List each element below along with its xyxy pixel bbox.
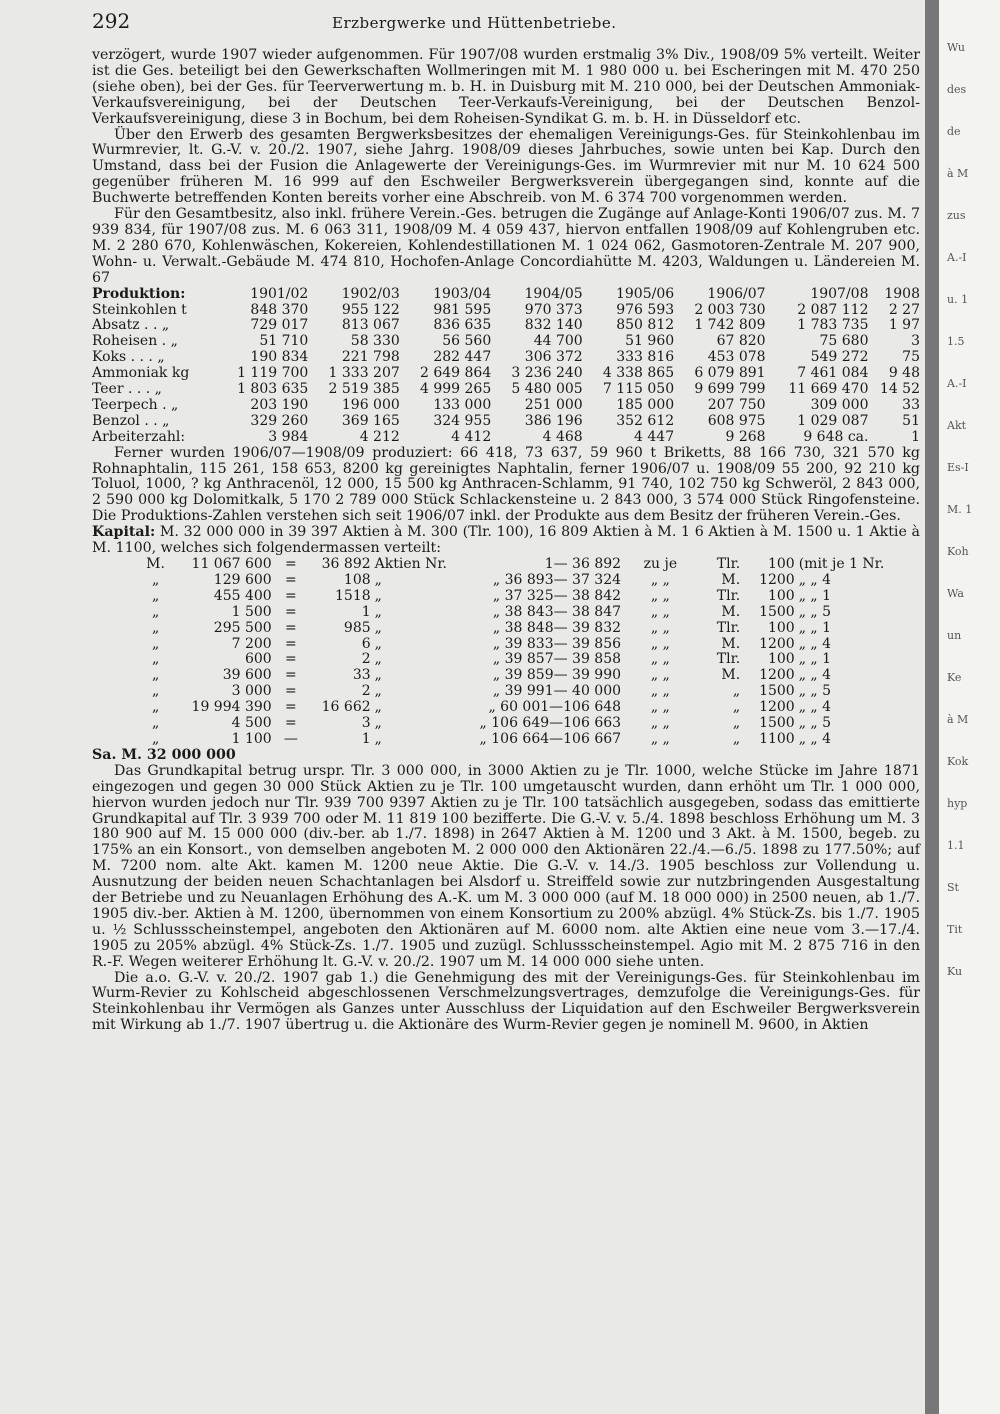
paragraph-dividends: verzögert, wurde 1907 wieder aufgenommen. Für 1907/08 wurden erstmalig 3% Div., 1908/09 5% verteilt. Weiter ist die Ges. beteiligt bei den Gewerkschaften Wollmeringen mit M. 1 980 000 u. bei Escheringen mit M. 470 250 (siehe oben), bei der Ges. für Teerverwertung m. b. H. in Duisburg mit M. 210 000, bei der Deutschen Ammoniak-Verkaufsvereinigung, bei der Deutschen Teer-Verkaufs-Vereinigung, bei der Deutschen Benzol-Verkaufsvereinigung, diese 3 in Bochum, bei dem Roheisen-Syndikat G. m. b. H. in Düsseldorf etc. — [92, 47, 920, 127]
production-cell: 976 593 — [616, 301, 675, 318]
production-cell: 203 190 — [250, 396, 309, 413]
kapital-range: „ 39 857— 39 858 — [492, 651, 622, 668]
kapital-amount: 295 500 — [213, 619, 272, 636]
production-cell: 44 700 — [533, 333, 583, 350]
year-header: 1908 — [884, 285, 920, 302]
production-cell: 33 — [902, 396, 920, 413]
kapital-nominal: 100 — [767, 587, 795, 604]
production-cell: 608 975 — [707, 412, 766, 429]
facing-page-fragment: A.-I — [947, 377, 967, 390]
production-cell: 185 000 — [616, 396, 675, 413]
kapital-indent — [92, 684, 140, 700]
production-cell: 729 017 — [250, 317, 309, 334]
kapital-count: 2 — [361, 683, 371, 700]
facing-page-fragment: à M — [947, 167, 969, 180]
production-row — [92, 430, 920, 446]
kapital-indent — [92, 557, 140, 573]
production-cell: 333 816 — [616, 349, 675, 366]
kapital-amount: 19 994 390 — [191, 699, 272, 716]
production-cell: 386 196 — [524, 412, 583, 429]
kapital-indent — [92, 637, 140, 653]
kapital-ditto: „ — [151, 730, 160, 747]
year-header: 1907/08 — [810, 285, 869, 302]
kapital-amount: 4 500 — [231, 715, 272, 732]
kapital-zuje: „ „ — [650, 587, 670, 604]
production-cell: 4 212 — [359, 428, 400, 445]
paragraph-share-capital-history: Das Grundkapital betrug urspr. Tlr. 3 000 000, in 3000 Aktien zu je Tlr. 1000, welche Stücke im Jahre 1871 eingezogen und gegen 30 000 Stück Aktien zu je Tlr. 100 umgetauscht wurden, dann erhöht um Tlr. 1 000 000, hiervon wurden jedoch nur Tlr. 939 700 9397 Aktien zu je Tlr. 100 tatsächlich ausgegeben, sodass das emittierte Grundkapital auf Tlr. 3 939 700 oder M. 11 819 100 bezifferte. Die G.-V. v. 5./4. 1898 beschloss Erhöhung um M. 3 180 900 auf M. 15 000 000 (div.-ber. ab 1./7. 1898) in 2647 Aktien à M. 1200 und 3 Akt. à M. 1500, begeb. zu 175% an ein Konsort., von demselben angeboten M. 2 000 000 den Aktionären 22./4.—6./5. 1898 zu 177.50%; auf M. 7200 nom. alte Akt. kamen M. 1200 neue Aktie. Die G.-V. v. 14./3. 1905 beschloss zur Vollendung u. Ausnutzung der beiden neuen Schachtanlagen bei Alsdorf u. Streiffeld sowie zur nutzbringenden Ausgestaltung der Betriebe und zu Neuanlagen Erhöhung des A.-K. um M. 3 000 000 (auf M. 18 000 000) in 2500 neuen, ab 1./7. 1905 div.-ber. Aktien à M. 1200, übernommen von einem Konsortium zu 200% abzügl. 4% Stück-Zs. bis 1./7. 1905 u. ½ Schlussscheinstempel, angeboten den Aktionären auf M. 6000 nom. alte Aktien eine neue vom 3.—17./4. 1905 zu 205% abzügl. 4% Stück-Zs. 1./7. 1905 und zuzügl. Schlussscheinstempel. Agio mit M. 2 875 716 in den R.-F. Wegen weiterer Erhöhung lt. G.-V. v. 20./2. 1907 um M. 14 000 000 siehe unten. — [92, 762, 920, 970]
kapital-count: 108 — [343, 571, 371, 588]
kapital-note: „ „ 4 — [798, 571, 832, 588]
kapital-row — [92, 557, 920, 573]
kapital-cur: Tlr. — [716, 556, 741, 572]
production-cell: 282 447 — [433, 349, 492, 366]
kapital-range: „ 38 843— 38 847 — [492, 603, 622, 620]
production-cell: 848 370 — [250, 301, 309, 318]
production-cell: 850 812 — [616, 317, 675, 334]
kapital-indent — [92, 573, 140, 589]
facing-page-fragment: 1.1 — [947, 839, 965, 852]
kapital-nominal: 100 — [767, 651, 795, 668]
kapital-note: „ „ 1 — [798, 587, 832, 604]
kapital-ditto: „ — [151, 635, 160, 652]
production-cell: 3 — [911, 333, 920, 350]
kapital-note: (mit je 1 Nr. — [798, 556, 885, 572]
production-cell: 221 798 — [341, 349, 400, 366]
kapital-amount: 11 067 600 — [191, 556, 272, 572]
production-body — [92, 303, 920, 446]
production-cell: 2 519 385 — [328, 381, 400, 398]
kapital-word: „ — [374, 715, 382, 732]
kapital-row — [92, 716, 920, 732]
kapital-word: „ — [374, 587, 382, 604]
kapital-ditto: M. — [146, 556, 165, 572]
production-cell: 324 955 — [433, 412, 492, 429]
binding-shadow — [925, 0, 939, 1414]
kapital-ditto: „ — [151, 651, 160, 668]
kapital-word: „ — [374, 699, 382, 716]
kapital-nominal: 1200 — [759, 635, 795, 652]
production-label: Produktion: — [92, 285, 186, 302]
kapital-ditto: „ — [151, 587, 160, 604]
kapital-nominal: 100 — [767, 619, 795, 636]
kapital-zuje: „ „ — [650, 619, 670, 636]
year-header: 1901/02 — [250, 285, 309, 302]
kapital-amount: 7 200 — [231, 635, 272, 652]
paragraph-additions: Für den Gesamtbesitz, also inkl. frühere Verein.-Ges. betrugen die Zugänge auf Anlage-Konti 1906/07 zus. M. 7 939 834, für 1907/08 zus. M. 6 063 311, 1908/09 M. 4 059 437, hiervon entfallen 1908/09 auf Kohlengruben etc. M. 2 280 670, Kohlenwäschen, Kokereien, Kohlendestillationen M. 1 024 062, Gasmotoren-Zentrale M. 207 900, Wohn- u. Verwalt.-Gebäude M. 474 810, Hochofen-Anlage Concordiahütte M. 4203, Waldungen u. Ländereien M. 67 — [92, 206, 920, 286]
kapital-note: „ „ 5 — [798, 683, 832, 700]
production-cell: 7 461 084 — [797, 365, 869, 382]
facing-page-fragment: Kok — [947, 755, 969, 768]
kapital-count: 33 — [352, 667, 371, 684]
kapital-row — [92, 700, 920, 716]
kapital-row — [92, 652, 920, 668]
kapital-range: „ 106 649—106 663 — [479, 715, 622, 732]
production-cell: 75 — [902, 349, 920, 366]
production-cell: 14 52 — [879, 381, 920, 398]
production-cell: 352 612 — [616, 412, 675, 429]
kapital-indent — [92, 621, 140, 637]
production-header-row — [92, 287, 920, 303]
kapital-nominal: 1100 — [759, 730, 795, 747]
kapital-ditto: „ — [151, 683, 160, 700]
production-cell: 9 48 — [888, 365, 920, 382]
kapital-range: „ 39 991— 40 000 — [492, 683, 622, 700]
kapital-intro: M. 32 000 000 in 39 397 Aktien à M. 300 (Tlr. 100), 16 809 Aktien à M. 1 6 Aktien à M. 1500 u. 1 Aktie à M. 1100, welches sich folgendermassen verteilt: — [92, 524, 920, 557]
production-cell: 9 699 799 — [694, 381, 766, 398]
kapital-eq: = — [285, 603, 297, 620]
kapital-cur: M. — [721, 635, 741, 652]
facing-page-fragment: Wa — [947, 587, 964, 600]
facing-page-fragment: Koh — [947, 545, 969, 558]
kapital-row — [92, 621, 920, 637]
kapital-eq: = — [285, 683, 297, 700]
production-row-label: Arbeiterzahl: — [92, 428, 186, 445]
production-row-label: Benzol . . „ — [92, 412, 170, 429]
kapital-note: „ „ 5 — [798, 603, 832, 620]
kapital-nominal: 1200 — [759, 667, 795, 684]
production-cell: 11 669 470 — [788, 381, 869, 398]
kapital-zuje: „ „ — [650, 683, 670, 700]
kapital-amount: 1 500 — [231, 603, 272, 620]
kapital-eq: = — [285, 635, 297, 652]
production-cell: 1 742 809 — [694, 317, 766, 334]
production-row-label: Teer . . . „ — [92, 381, 162, 398]
production-cell: 207 750 — [707, 396, 766, 413]
kapital-word: „ — [374, 571, 382, 588]
production-row — [92, 398, 920, 414]
kapital-nominal: 1500 — [759, 715, 795, 732]
year-header: 1902/03 — [341, 285, 400, 302]
kapital-body — [92, 557, 920, 748]
kapital-cur: „ — [732, 683, 741, 700]
production-row-label: Koks . . . „ — [92, 349, 165, 366]
production-cell: 51 — [902, 412, 920, 429]
kapital-note: „ „ 4 — [798, 667, 832, 684]
facing-page-fragment: Es-I — [947, 461, 969, 474]
kapital-note: „ „ 1 — [798, 651, 832, 668]
facing-page-edge — [939, 0, 1000, 1414]
kapital-amount: 3 000 — [231, 683, 272, 700]
kapital-eq: = — [285, 587, 297, 604]
production-cell: 453 078 — [707, 349, 766, 366]
facing-page-fragment: de — [947, 125, 961, 138]
kapital-count: 16 662 — [321, 699, 371, 716]
kapital-nominal: 1500 — [759, 683, 795, 700]
facing-page-fragment: des — [947, 83, 967, 96]
kapital-word: „ — [374, 635, 382, 652]
facing-page-fragment: Akt — [947, 419, 967, 432]
production-cell: 2 003 730 — [694, 301, 766, 318]
production-cell: 1 97 — [888, 317, 920, 334]
kapital-indent — [92, 589, 140, 605]
facing-page-fragment: 1.5 — [947, 335, 965, 348]
kapital-ditto: „ — [151, 667, 160, 684]
kapital-ditto: „ — [151, 603, 160, 620]
kapital-cur: Tlr. — [716, 619, 741, 636]
kapital-range: „ 60 001—106 648 — [488, 699, 622, 716]
kapital-range: „ 106 664—106 667 — [479, 730, 622, 747]
production-cell: 981 595 — [433, 301, 492, 318]
kapital-range: 1— 36 892 — [544, 556, 622, 572]
kapital-row — [92, 684, 920, 700]
kapital-range: „ 39 833— 39 856 — [492, 635, 622, 652]
production-cell: 549 272 — [810, 349, 869, 366]
kapital-ditto: „ — [151, 699, 160, 716]
kapital-zuje: „ „ — [650, 730, 670, 747]
production-row-label: Steinkohlen t — [92, 301, 187, 318]
kapital-note: „ „ 4 — [798, 635, 832, 652]
kapital-nominal: 1200 — [759, 571, 795, 588]
production-cell: 9 268 — [725, 428, 766, 445]
production-cell: 51 960 — [625, 333, 675, 350]
facing-page-fragment: Tit — [947, 923, 963, 936]
kapital-eq: = — [285, 667, 297, 684]
production-row — [92, 334, 920, 350]
kapital-cur: M. — [721, 667, 741, 684]
year-header: 1906/07 — [707, 285, 766, 302]
kapital-note: „ „ 4 — [798, 699, 832, 716]
production-cell: 4 447 — [634, 428, 675, 445]
kapital-row — [92, 668, 920, 684]
production-cell: 133 000 — [433, 396, 492, 413]
production-cell: 813 067 — [341, 317, 400, 334]
production-cell: 7 115 050 — [602, 381, 675, 398]
kapital-nominal: 1200 — [759, 699, 795, 716]
kapital-count: 2 — [361, 651, 371, 668]
kapital-count: 1 — [361, 603, 371, 620]
kapital-amount: 129 600 — [213, 571, 272, 588]
production-row — [92, 303, 920, 319]
paragraph-acquisition: Über den Erwerb des gesamten Bergwerksbesitzes der ehemaligen Vereinigungs-Ges. für Steinkohlenbau im Wurmrevier, lt. G.-V. v. 20./2. 1907, siehe Jahrg. 1908/09 dieses Jahrbuches, sowie unten bei Kap. Durch den Umstand, dass bei der Fusion die Anlagewerte der Vereinigungs-Ges. im Wurmrevier mit nur M. 10 624 500 gegenüber früheren M. 16 999 auf den Eschweiler Bergwerksverein übergegangen sind, konnte auf die Buchwerte betreffenden Konten bereits vorher eine Abschreib. von M. 6 374 700 vorgenommen werden. — [92, 126, 920, 207]
kapital-zuje: „ „ — [650, 699, 670, 716]
kapital-count: 3 — [361, 715, 371, 732]
kapital-count: 1518 — [335, 587, 371, 604]
kapital-eq: = — [285, 571, 297, 588]
kapital-zuje: „ „ — [650, 667, 670, 684]
kapital-word: „ — [374, 651, 382, 668]
facing-page-fragment: un — [947, 629, 962, 642]
production-cell: 75 680 — [819, 333, 869, 350]
kapital-indent — [92, 605, 140, 621]
production-cell: 329 260 — [250, 412, 309, 429]
kapital-intro-paragraph — [92, 525, 920, 557]
kapital-zuje: „ „ — [650, 651, 670, 668]
production-row — [92, 350, 920, 366]
production-cell: 3 236 240 — [511, 365, 583, 382]
kapital-count: 36 892 — [321, 556, 371, 572]
production-cell: 190 834 — [250, 349, 309, 366]
kapital-cur: „ — [732, 715, 741, 732]
facing-page-fragment: u. 1 — [947, 293, 969, 306]
year-header: 1905/06 — [615, 285, 675, 302]
kapital-cur: M. — [721, 571, 741, 588]
kapital-amount: 39 600 — [222, 667, 272, 684]
production-cell: 56 560 — [442, 333, 492, 350]
kapital-cur: Tlr. — [716, 587, 741, 604]
production-cell: 2 27 — [888, 301, 920, 318]
production-cell: 3 984 — [268, 428, 309, 445]
kapital-word: „ — [374, 603, 382, 620]
kapital-cur: „ — [732, 730, 741, 747]
production-cell: 1 — [911, 428, 920, 445]
kapital-label: Kapital: — [92, 524, 156, 541]
kapital-range: „ 37 325— 38 842 — [492, 587, 622, 604]
kapital-eq: = — [285, 699, 297, 716]
production-cell: 1 029 087 — [797, 412, 869, 429]
kapital-eq: = — [285, 556, 297, 572]
kapital-amount: 455 400 — [213, 587, 272, 604]
kapital-eq: = — [285, 619, 297, 636]
production-cell: 1 783 735 — [797, 317, 869, 334]
kapital-indent — [92, 668, 140, 684]
production-row-label: Roheisen . „ — [92, 333, 178, 350]
kapital-cur: M. — [721, 603, 741, 620]
production-cell: 2 087 112 — [797, 301, 869, 318]
facing-page-fragment: Wu — [947, 41, 965, 54]
kapital-count: 6 — [361, 635, 371, 652]
facing-page-fragment: Ku — [947, 965, 963, 978]
facing-page-fragment: A.-I — [947, 251, 967, 264]
production-cell: 4 338 865 — [602, 365, 675, 382]
kapital-row — [92, 589, 920, 605]
kapital-word: „ — [374, 730, 382, 747]
year-header: 1903/04 — [433, 285, 492, 302]
page-number: 292 — [92, 9, 131, 33]
kapital-range: „ 36 893— 37 324 — [492, 571, 622, 588]
page-header — [92, 9, 920, 48]
main-column — [92, 9, 920, 1034]
kapital-zuje: „ „ — [650, 603, 670, 620]
production-cell: 67 820 — [716, 333, 766, 350]
production-cell: 4 999 265 — [419, 381, 492, 398]
production-cell: 51 710 — [259, 333, 309, 350]
paragraph-merger: Die a.o. G.-V. v. 20./2. 1907 gab 1.) die Genehmigung des mit der Vereinigungs-Ges. für Steinkohlenbau im Wurm-Revier zu Kohlscheid abgeschlossenen Verschmelzungsvertrages, demzufolge die Vereinigungs-Ges. für Steinkohlenbau ihr Vermögen als Ganzes unter Ausschluss der Liquidation auf den Eschweiler Bergwerksverein mit Wirkung ab 1./7. 1907 übertrug u. die Aktionäre des Wurm-Revier gegen je nominell M. 9600, in Aktien — [92, 969, 920, 1034]
kapital-note: „ „ 5 — [798, 715, 832, 732]
running-title: Erzbergwerke und Hüttenbetriebe. — [332, 14, 617, 32]
production-cell: 4 468 — [542, 428, 583, 445]
kapital-count: 985 — [343, 619, 371, 636]
production-cell: 1 803 635 — [237, 381, 309, 398]
production-row-label: Ammoniak kg — [92, 365, 190, 382]
kapital-table — [92, 557, 920, 748]
kapital-cur: „ — [732, 699, 741, 716]
facing-page-fragment: à M — [947, 713, 969, 726]
production-cell: 1 333 207 — [328, 365, 400, 382]
production-cell: 970 373 — [524, 301, 583, 318]
kapital-indent — [92, 732, 140, 748]
kapital-word: Aktien Nr. — [374, 556, 447, 572]
kapital-indent — [92, 652, 140, 668]
production-cell: 6 079 891 — [694, 365, 766, 382]
production-cell: 1 119 700 — [237, 365, 309, 382]
production-cell: 2 649 864 — [419, 365, 492, 382]
production-cell: 309 000 — [810, 396, 869, 413]
facing-page-fragment: St — [947, 881, 959, 894]
production-cell: 9 648 ca. — [803, 428, 869, 445]
kapital-nominal: 1500 — [759, 603, 795, 620]
kapital-word: „ — [374, 619, 382, 636]
kapital-amount: 600 — [244, 651, 272, 668]
kapital-cur: Tlr. — [716, 651, 741, 668]
kapital-word: „ — [374, 667, 382, 684]
production-row — [92, 382, 920, 398]
kapital-zuje: „ „ — [650, 635, 670, 652]
kapital-indent — [92, 716, 140, 732]
production-cell: 369 165 — [341, 412, 400, 429]
production-cell: 5 480 005 — [511, 381, 583, 398]
production-cell: 4 412 — [451, 428, 492, 445]
production-cell: 832 140 — [524, 317, 583, 334]
production-row-label: Teerpech . „ — [92, 396, 179, 413]
kapital-word: „ — [374, 683, 382, 700]
kapital-ditto: „ — [151, 619, 160, 636]
kapital-row — [92, 573, 920, 589]
production-cell: 251 000 — [524, 396, 583, 413]
kapital-range: „ 38 848— 39 832 — [492, 619, 622, 636]
production-cell: 58 330 — [350, 333, 400, 350]
kapital-indent — [92, 700, 140, 716]
kapital-row — [92, 637, 920, 653]
production-cell: 306 372 — [524, 349, 583, 366]
production-row-label: Absatz . . „ — [92, 317, 170, 334]
kapital-note: „ „ 1 — [798, 619, 832, 636]
facing-page-fragment: Ke — [947, 671, 962, 684]
kapital-zuje: „ „ — [650, 715, 670, 732]
production-table — [92, 287, 920, 446]
kapital-eq: — — [283, 730, 298, 747]
facing-page-fragment: hyp — [947, 797, 968, 810]
production-row — [92, 366, 920, 382]
facing-page-fragment: M. 1 — [947, 503, 973, 516]
kapital-row — [92, 732, 920, 748]
kapital-count: 1 — [361, 730, 371, 747]
kapital-range: „ 39 859— 39 990 — [492, 667, 622, 684]
kapital-ditto: „ — [151, 571, 160, 588]
kapital-ditto: „ — [151, 715, 160, 732]
production-row — [92, 414, 920, 430]
kapital-sum: Sa. M. 32 000 000 — [92, 746, 236, 763]
kapital-eq: = — [285, 651, 297, 668]
facing-page-fragment: zus — [947, 209, 966, 222]
production-cell: 196 000 — [341, 396, 400, 413]
year-header: 1904/05 — [524, 285, 583, 302]
production-row — [92, 318, 920, 334]
kapital-eq: = — [285, 715, 297, 732]
kapital-zuje: „ „ — [650, 571, 670, 588]
production-cell: 955 122 — [341, 301, 400, 318]
kapital-row — [92, 605, 920, 621]
kapital-zuje: zu je — [643, 556, 678, 572]
kapital-amount: 1 100 — [231, 730, 272, 747]
kapital-nominal: 100 — [767, 556, 795, 572]
kapital-note: „ „ 4 — [798, 730, 832, 747]
paragraph-further-products: Ferner wurden 1906/07—1908/09 produziert: 66 418, 73 637, 59 960 t Briketts, 88 166 730, 321 570 kg Rohnaphtalin, 115 261, 158 653, 8200 kg gereinigtes Naphtalin, ferner 1906/07 u. 1908/09 55 200, 92 210 kg Toluol, 1000, ? kg Anthracenöl, 12 000, 15 500 kg Anthracen-Schlamm, 91 740, 102 750 kg Schweröl, 2 843 000, 2 590 000 kg Dolomitkalk, 5 170 2 789 000 Stück Schlackensteine u. 2 843 000, 3 574 000 Stück Ringofensteine. Die Produktions-Zahlen verstehen sich seit 1906/07 inkl. der Produkte aus dem Besitz der früheren Verein.-Ges. — [92, 444, 920, 525]
production-cell: 836 635 — [433, 317, 492, 334]
